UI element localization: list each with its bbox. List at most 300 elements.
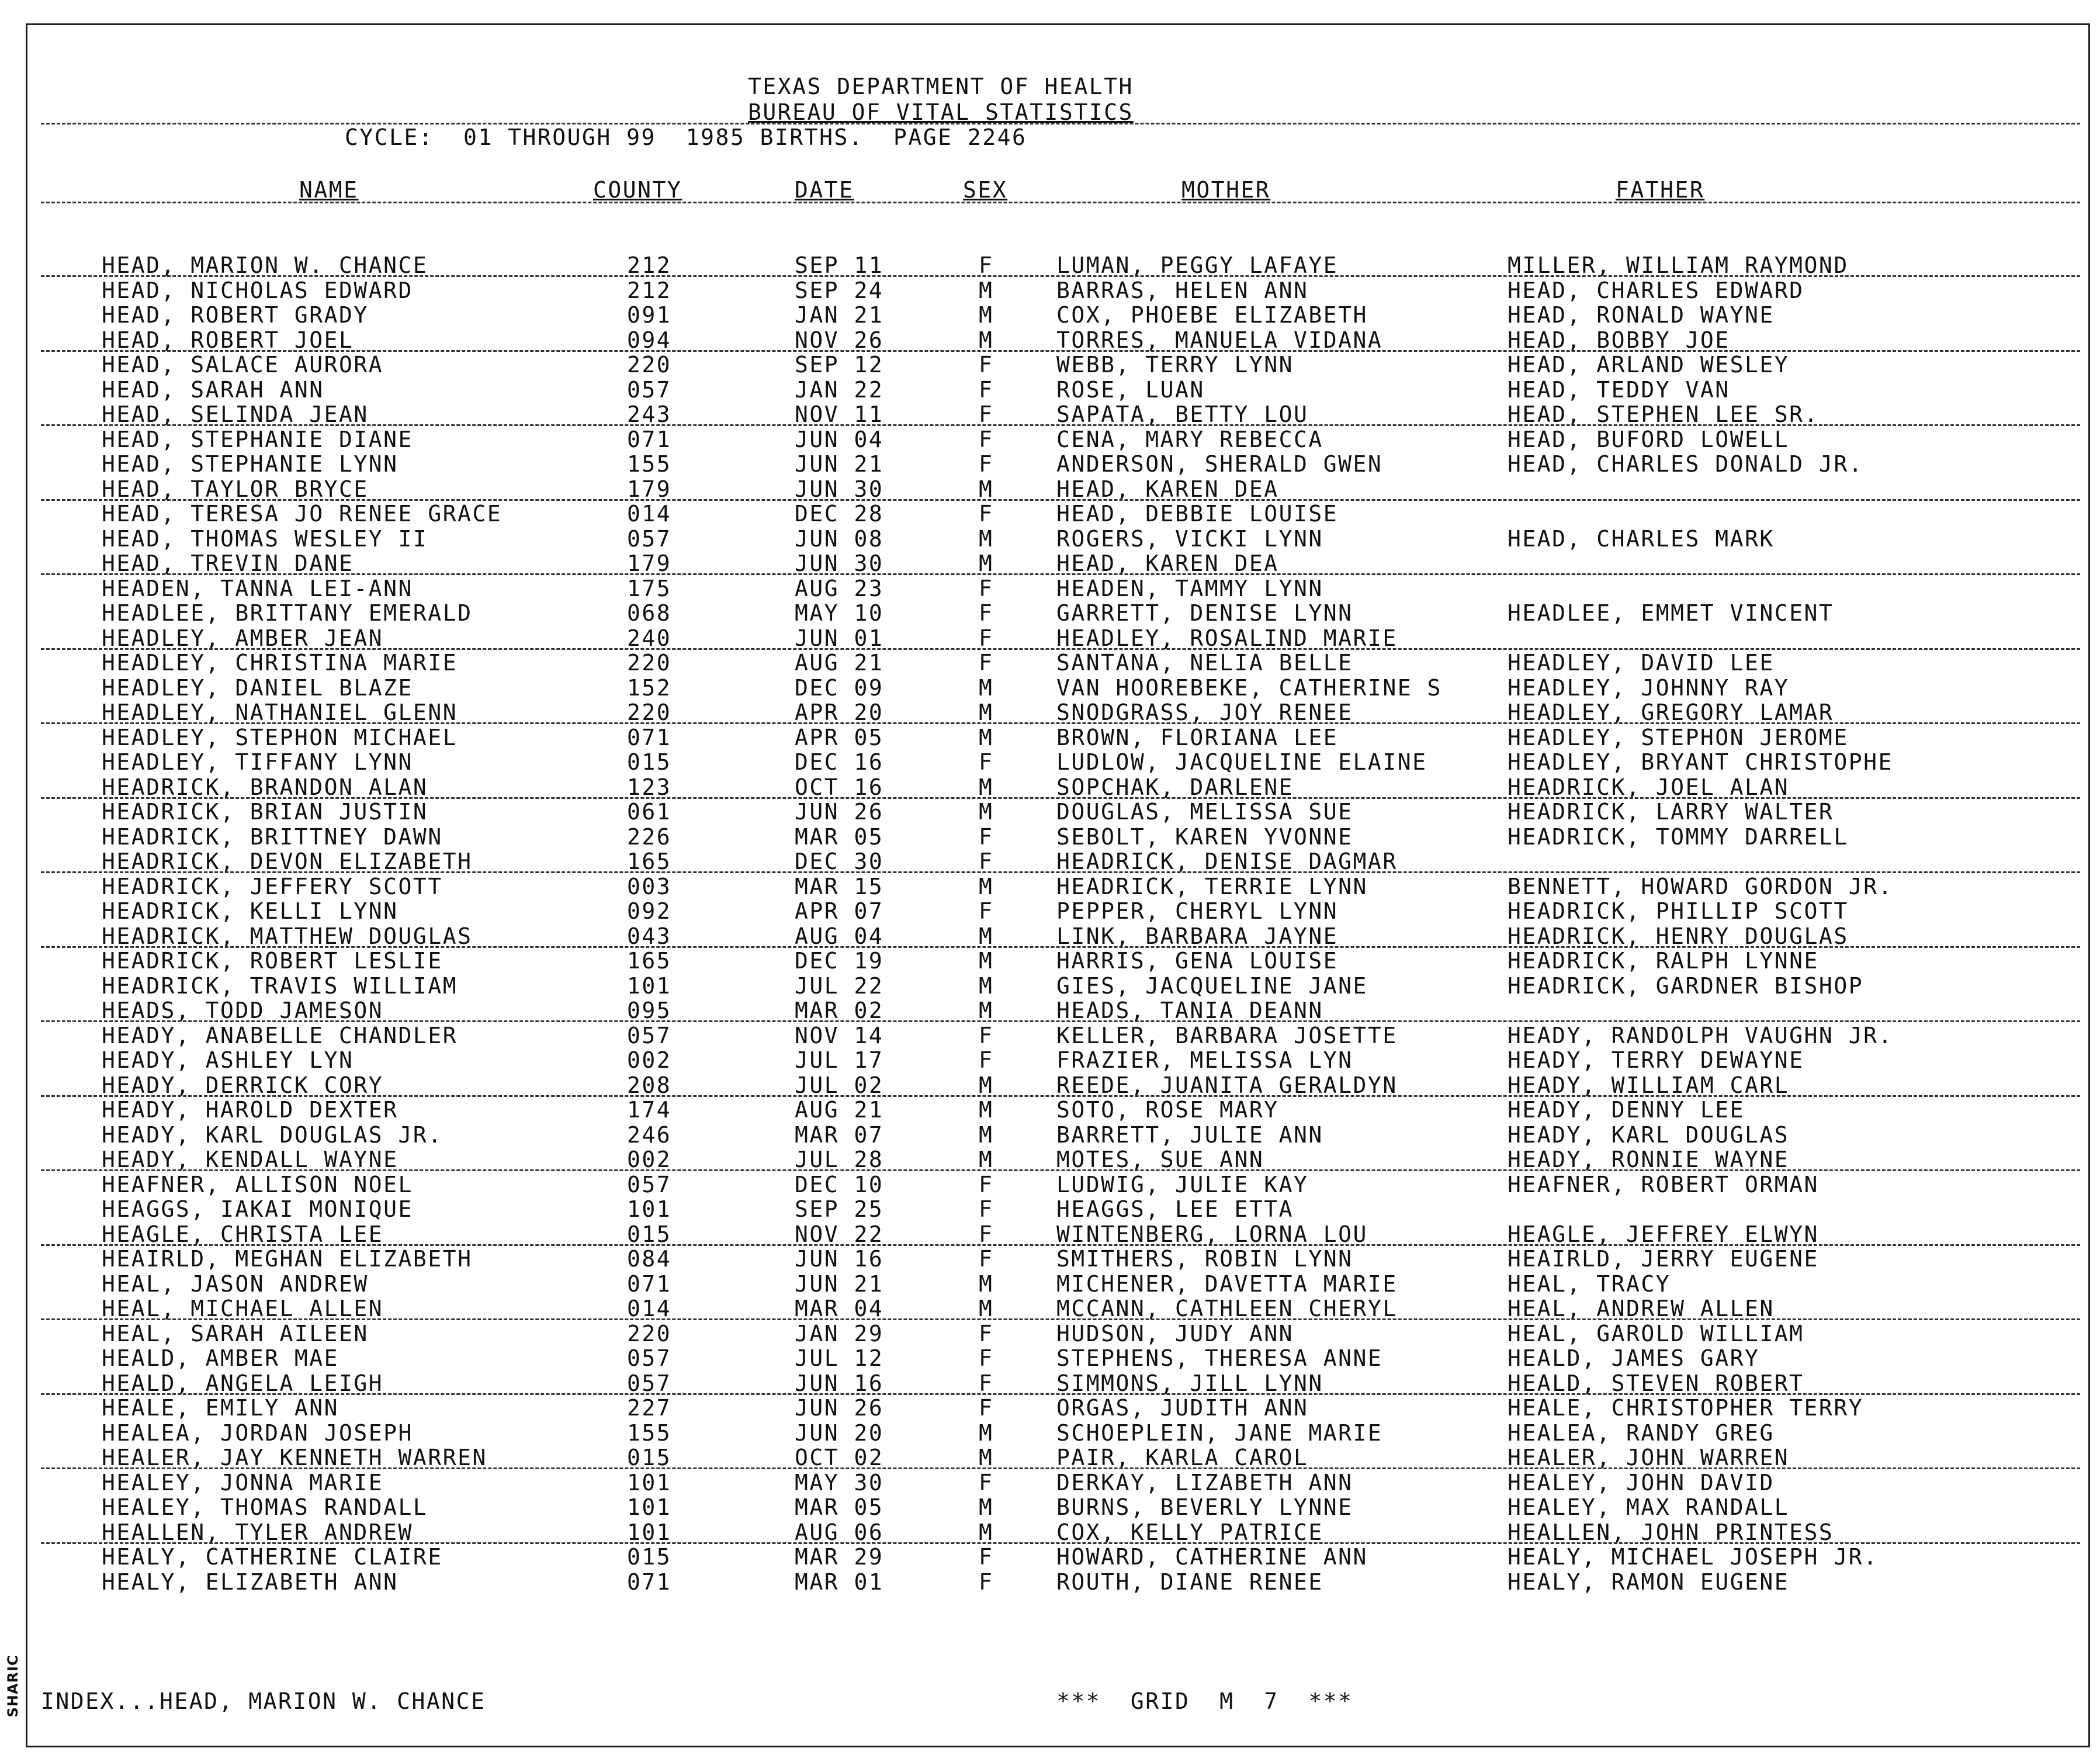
cell-sex: M (979, 302, 994, 328)
cell-sex: M (979, 774, 994, 800)
cell-name: HEALY, CATHERINE CLAIRE (102, 1544, 443, 1570)
footer-index: INDEX...HEAD, MARION W. CHANCE (41, 1688, 486, 1714)
report-title-line2: BUREAU OF VITAL STATISTICS (748, 99, 1134, 125)
table-row (0, 452, 2100, 476)
cell-sex: F (979, 575, 994, 601)
cell-father: HEADRICK, GARDNER BISHOP (1508, 972, 1864, 999)
cell-date: JUL 28 (795, 1147, 884, 1172)
cell-sex: F (979, 1544, 994, 1570)
cell-name: HEALEA, JORDAN JOSEPH (102, 1420, 413, 1446)
cell-county: 208 (627, 1072, 672, 1098)
cell-sex: F (979, 650, 994, 676)
cell-date: APR 05 (795, 724, 884, 750)
cell-county: 212 (627, 252, 672, 278)
cell-county: 243 (627, 401, 672, 427)
table-row (0, 601, 2100, 625)
cell-mother: FRAZIER, MELISSA LYN (1056, 1047, 1353, 1073)
cell-county: 174 (627, 1097, 672, 1123)
table-row (0, 501, 2100, 526)
cell-sex: F (979, 1196, 994, 1222)
cell-sex: M (979, 1519, 994, 1545)
cell-mother: BROWN, FLORIANA LEE (1056, 724, 1339, 750)
cell-name: HEADRICK, BRIAN JUSTIN (102, 799, 428, 825)
table-row (0, 849, 2100, 874)
table-row (0, 974, 2100, 998)
cell-date: SEP 11 (795, 252, 884, 278)
cell-mother: SANTANA, NELIA BELLE (1056, 650, 1353, 676)
cell-father: HEADLEY, DAVID LEE (1508, 650, 1775, 676)
cell-name: HEAD, TAYLOR BRYCE (102, 476, 369, 502)
cell-mother: DERKAY, LIZABETH ANN (1056, 1469, 1353, 1496)
cell-mother: HEADS, TANIA DEANN (1056, 998, 1323, 1023)
cell-sex: M (979, 923, 994, 949)
cell-sex: M (979, 700, 994, 725)
cell-mother: ROGERS, VICKI LYNN (1056, 525, 1323, 552)
cell-sex: M (979, 1271, 994, 1297)
table-row (0, 1222, 2100, 1247)
table-row (0, 1445, 2100, 1470)
cell-date: JUL 17 (795, 1047, 884, 1073)
cell-father: HEALY, MICHAEL JOSEPH JR. (1508, 1544, 1879, 1570)
cell-father: HEALY, RAMON EUGENE (1508, 1569, 1790, 1595)
table-row (0, 1123, 2100, 1147)
cell-county: 091 (627, 302, 672, 328)
table-row (0, 1371, 2100, 1396)
cell-father: HEADLEY, BRYANT CHRISTOPHE (1508, 749, 1893, 775)
column-header-date: DATE (795, 177, 854, 203)
cell-county: 068 (627, 600, 672, 626)
cell-sex: M (979, 1494, 994, 1520)
table-row (0, 700, 2100, 725)
cell-county: 179 (627, 551, 672, 576)
cell-father: HEAL, GAROLD WILLIAM (1508, 1320, 1804, 1346)
cell-name: HEAD, TREVIN DANE (102, 551, 354, 576)
cell-mother: DOUGLAS, MELISSA SUE (1056, 799, 1353, 825)
cell-sex: F (979, 401, 994, 427)
table-row (0, 825, 2100, 849)
cell-father: HEADY, RONNIE WAYNE (1508, 1147, 1790, 1172)
table-row (0, 874, 2100, 899)
side-label-text: SHARIC (5, 1654, 21, 1718)
row-group-divider (41, 722, 2080, 724)
cell-sex: F (979, 252, 994, 278)
cell-county: 071 (627, 1569, 672, 1595)
cell-county: 220 (627, 1320, 672, 1346)
cell-mother: COX, PHOEBE ELIZABETH (1056, 302, 1368, 328)
table-row (0, 1545, 2100, 1569)
cell-father: HEAIRLD, JERRY EUGENE (1508, 1246, 1819, 1272)
cell-father: HEADRICK, PHILLIP SCOTT (1508, 898, 1849, 924)
table-row (0, 998, 2100, 1023)
cell-county: 101 (627, 972, 672, 999)
cell-date: MAR 07 (795, 1121, 884, 1148)
cell-sex: F (979, 501, 994, 527)
row-group-divider (41, 424, 2080, 426)
cell-sex: F (979, 1022, 994, 1048)
cell-date: SEP 12 (795, 352, 884, 378)
cell-date: JUN 30 (795, 476, 884, 502)
cell-mother: MICHENER, DAVETTA MARIE (1056, 1271, 1398, 1297)
cell-county: 123 (627, 774, 672, 800)
cell-mother: GIES, JACQUELINE JANE (1056, 972, 1368, 999)
cell-sex: F (979, 1320, 994, 1346)
cell-sex: M (979, 1121, 994, 1148)
cell-date: AUG 04 (795, 923, 884, 949)
table-row (0, 924, 2100, 949)
cell-mother: HEADRICK, TERRIE LYNN (1056, 873, 1368, 899)
cell-sex: F (979, 1047, 994, 1073)
cell-mother: BURNS, BEVERLY LYNNE (1056, 1494, 1353, 1520)
table-row (0, 1421, 2100, 1445)
footer-grid: *** GRID M 7 *** (1056, 1688, 1353, 1714)
cell-sex: M (979, 972, 994, 999)
cell-name: HEAD, ROBERT JOEL (102, 327, 354, 353)
cell-name: HEAD, NICHOLAS EDWARD (102, 277, 413, 303)
cell-mother: HUDSON, JUDY ANN (1056, 1320, 1294, 1346)
cell-father: HEALER, JOHN WARREN (1508, 1445, 1790, 1470)
cell-date: JUL 02 (795, 1072, 884, 1098)
cell-father: HEADY, KARL DOUGLAS (1508, 1121, 1790, 1148)
cell-father: HEAD, CHARLES EDWARD (1508, 277, 1804, 303)
cell-mother: GARRETT, DENISE LYNN (1056, 600, 1353, 626)
cell-date: NOV 26 (795, 327, 884, 353)
cell-county: 212 (627, 277, 672, 303)
cell-father: HEADLEE, EMMET VINCENT (1508, 600, 1834, 626)
cell-mother: HEAD, DEBBIE LOUISE (1056, 501, 1339, 527)
cell-father: HEADRICK, JOEL ALAN (1508, 774, 1790, 800)
cell-mother: SOPCHAK, DARLENE (1056, 774, 1294, 800)
cell-county: 071 (627, 426, 672, 452)
table-row (0, 352, 2100, 377)
cell-county: 057 (627, 1370, 672, 1396)
cell-county: 155 (627, 1420, 672, 1446)
table-row (0, 551, 2100, 576)
cell-county: 240 (627, 625, 672, 651)
cell-father: HEAD, STEPHEN LEE SR. (1508, 401, 1819, 427)
cell-name: HEADRICK, MATTHEW DOUGLAS (102, 923, 473, 949)
cell-name: HEADY, HAROLD DEXTER (102, 1097, 398, 1123)
cell-name: HEAL, JASON ANDREW (102, 1271, 369, 1297)
cell-date: JAN 21 (795, 302, 884, 328)
cell-name: HEAD, STEPHANIE DIANE (102, 426, 413, 452)
cell-date: DEC 30 (795, 849, 884, 874)
cell-date: NOV 11 (795, 401, 884, 427)
cell-mother: HARRIS, GENA LOUISE (1056, 948, 1339, 974)
cell-father: MILLER, WILLIAM RAYMOND (1508, 252, 1849, 278)
cell-date: AUG 23 (795, 575, 884, 601)
cell-name: HEADY, KARL DOUGLAS JR. (102, 1121, 443, 1148)
cell-mother: KELLER, BARBARA JOSETTE (1056, 1022, 1398, 1048)
cell-county: 057 (627, 1022, 672, 1048)
table-row (0, 328, 2100, 352)
cell-sex: M (979, 1072, 994, 1098)
cell-name: HEAD, ROBERT GRADY (102, 302, 369, 328)
cell-name: HEAGLE, CHRISTA LEE (102, 1221, 384, 1247)
cell-mother: SEBOLT, KAREN YVONNE (1056, 823, 1353, 850)
table-row (0, 1247, 2100, 1271)
cell-name: HEADRICK, KELLI LYNN (102, 898, 398, 924)
cell-father: HEAL, TRACY (1508, 1271, 1671, 1297)
cell-date: SEP 25 (795, 1196, 884, 1222)
cell-sex: M (979, 525, 994, 552)
cell-date: JUN 01 (795, 625, 884, 651)
table-row (0, 253, 2100, 278)
cell-mother: HEAD, KAREN DEA (1056, 476, 1279, 502)
cell-county: 101 (627, 1196, 672, 1222)
cell-sex: F (979, 352, 994, 378)
cell-county: 094 (627, 327, 672, 353)
cell-county: 002 (627, 1047, 672, 1073)
cell-county: 155 (627, 451, 672, 477)
cell-name: HEADLEY, NATHANIEL GLENN (102, 700, 458, 725)
cell-date: MAR 29 (795, 1544, 884, 1570)
cell-mother: ORGAS, JUDITH ANN (1056, 1395, 1309, 1421)
cell-father: HEAL, ANDREW ALLEN (1508, 1296, 1775, 1321)
cell-sex: F (979, 749, 994, 775)
cell-name: HEADLEY, STEPHON MICHAEL (102, 724, 458, 750)
cell-name: HEALE, EMILY ANN (102, 1395, 339, 1421)
cell-date: JUN 16 (795, 1370, 884, 1396)
report-title-line1: TEXAS DEPARTMENT OF HEALTH (748, 74, 1134, 99)
cell-county: 057 (627, 1345, 672, 1371)
cell-name: HEADRICK, DEVON ELIZABETH (102, 849, 473, 874)
cell-date: MAR 02 (795, 998, 884, 1023)
cell-name: HEALD, AMBER MAE (102, 1345, 339, 1371)
cell-sex: M (979, 1296, 994, 1321)
cell-sex: F (979, 1221, 994, 1247)
cell-county: 227 (627, 1395, 672, 1421)
table-row (0, 750, 2100, 774)
cell-date: NOV 22 (795, 1221, 884, 1247)
cell-father: HEALEY, MAX RANDALL (1508, 1494, 1790, 1520)
cell-county: 015 (627, 1445, 672, 1470)
cell-name: HEAIRLD, MEGHAN ELIZABETH (102, 1246, 473, 1272)
cell-date: DEC 10 (795, 1171, 884, 1197)
cell-county: 014 (627, 501, 672, 527)
cell-mother: SCHOEPLEIN, JANE MARIE (1056, 1420, 1383, 1446)
cell-mother: SNODGRASS, JOY RENEE (1056, 700, 1353, 725)
cell-father: HEALD, JAMES GARY (1508, 1345, 1760, 1371)
cell-father: HEALEY, JOHN DAVID (1508, 1469, 1775, 1496)
cell-date: JUN 20 (795, 1420, 884, 1446)
table-row (0, 1272, 2100, 1296)
cell-father: HEAGLE, JEFFREY ELWYN (1508, 1221, 1819, 1247)
cell-sex: M (979, 277, 994, 303)
cell-name: HEAD, THOMAS WESLEY II (102, 525, 428, 552)
cell-county: 003 (627, 873, 672, 899)
table-row (0, 402, 2100, 427)
cell-date: JUN 26 (795, 799, 884, 825)
table-row (0, 1073, 2100, 1098)
column-header-father: FATHER (1616, 177, 1705, 203)
cell-mother: TORRES, MANUELA VIDANA (1056, 327, 1383, 353)
cell-county: 220 (627, 650, 672, 676)
cell-father: HEAFNER, ROBERT ORMAN (1508, 1171, 1819, 1197)
cell-sex: F (979, 1345, 994, 1371)
cell-father: HEADLEY, STEPHON JEROME (1508, 724, 1849, 750)
cell-name: HEALD, ANGELA LEIGH (102, 1370, 384, 1396)
cell-date: MAR 04 (795, 1296, 884, 1321)
cell-father: HEADRICK, LARRY WALTER (1508, 799, 1834, 825)
cell-mother: HOWARD, CATHERINE ANN (1056, 1544, 1368, 1570)
cell-name: HEADRICK, BRITTNEY DAWN (102, 823, 443, 850)
cell-date: DEC 28 (795, 501, 884, 527)
cell-county: 220 (627, 700, 672, 725)
cell-sex: F (979, 600, 994, 626)
cell-mother: PAIR, KARLA CAROL (1056, 1445, 1309, 1470)
table-row (0, 278, 2100, 303)
cell-sex: F (979, 1171, 994, 1197)
row-group-divider (41, 1467, 2080, 1469)
table-row (0, 378, 2100, 402)
cell-date: JUN 04 (795, 426, 884, 452)
table-row (0, 427, 2100, 452)
side-label (1, 1654, 25, 1718)
cell-date: AUG 21 (795, 1097, 884, 1123)
table-row (0, 949, 2100, 973)
cell-date: JAN 29 (795, 1320, 884, 1346)
cell-mother: ROUTH, DIANE RENEE (1056, 1569, 1323, 1595)
cell-mother: HEADEN, TAMMY LYNN (1056, 575, 1323, 601)
cell-father: HEALE, CHRISTOPHER TERRY (1508, 1395, 1864, 1421)
table-row (0, 676, 2100, 700)
cell-county: 092 (627, 898, 672, 924)
table-row (0, 1321, 2100, 1346)
cell-sex: F (979, 1569, 994, 1595)
table-row (0, 1048, 2100, 1072)
cell-father: HEAD, TEDDY VAN (1508, 376, 1730, 403)
cell-name: HEADS, TODD JAMESON (102, 998, 384, 1023)
cell-mother: ANDERSON, SHERALD GWEN (1056, 451, 1383, 477)
cell-name: HEADRICK, JEFFERY SCOTT (102, 873, 443, 899)
cell-county: 246 (627, 1121, 672, 1148)
cell-sex: M (979, 476, 994, 502)
table-row (0, 1470, 2100, 1495)
cell-name: HEADLEE, BRITTANY EMERALD (102, 600, 473, 626)
cell-mother: STEPHENS, THERESA ANNE (1056, 1345, 1383, 1371)
cell-date: MAR 15 (795, 873, 884, 899)
cell-county: 071 (627, 724, 672, 750)
cell-mother: HEAD, KAREN DEA (1056, 551, 1279, 576)
cell-mother: COX, KELLY PATRICE (1056, 1519, 1323, 1545)
cell-father: HEADLEY, JOHNNY RAY (1508, 674, 1790, 701)
cell-sex: F (979, 823, 994, 850)
cell-sex: M (979, 1147, 994, 1172)
cell-father: HEADY, WILLIAM CARL (1508, 1072, 1790, 1098)
cell-sex: F (979, 1469, 994, 1496)
cell-sex: M (979, 998, 994, 1023)
cell-father: HEAD, BOBBY JOE (1508, 327, 1730, 353)
cell-name: HEADLEY, TIFFANY LYNN (102, 749, 413, 775)
cell-father: HEADRICK, TOMMY DARRELL (1508, 823, 1849, 850)
cell-name: HEAGGS, IAKAI MONIQUE (102, 1196, 413, 1222)
cell-mother: HEAGGS, LEE ETTA (1056, 1196, 1294, 1222)
cell-county: 165 (627, 948, 672, 974)
cell-name: HEAL, SARAH AILEEN (102, 1320, 369, 1346)
cell-sex: M (979, 873, 994, 899)
cell-name: HEADLEY, AMBER JEAN (102, 625, 384, 651)
cell-name: HEAD, STEPHANIE LYNN (102, 451, 398, 477)
cell-county: 057 (627, 1171, 672, 1197)
cell-sex: F (979, 625, 994, 651)
cell-date: NOV 14 (795, 1022, 884, 1048)
cell-mother: PEPPER, CHERYL LYNN (1056, 898, 1339, 924)
cell-date: MAY 10 (795, 600, 884, 626)
cell-name: HEADRICK, TRAVIS WILLIAM (102, 972, 458, 999)
cell-mother: LUDLOW, JACQUELINE ELAINE (1056, 749, 1427, 775)
cell-county: 014 (627, 1296, 672, 1321)
cell-county: 095 (627, 998, 672, 1023)
cell-mother: CENA, MARY REBECCA (1056, 426, 1323, 452)
cell-father: HEAD, CHARLES MARK (1508, 525, 1775, 552)
cell-date: MAY 30 (795, 1469, 884, 1496)
cell-sex: M (979, 1445, 994, 1470)
cell-sex: F (979, 426, 994, 452)
column-header-county: COUNTY (593, 177, 682, 203)
table-row (0, 576, 2100, 601)
cell-father: HEADLEY, GREGORY LAMAR (1508, 700, 1834, 725)
row-group-divider (41, 871, 2080, 873)
table-row (0, 775, 2100, 799)
cell-name: HEALY, ELIZABETH ANN (102, 1569, 398, 1595)
cell-name: HEALEY, JONNA MARIE (102, 1469, 384, 1496)
cell-sex: F (979, 451, 994, 477)
column-header-mother: MOTHER (1181, 177, 1271, 203)
table-row (0, 799, 2100, 824)
cell-father: BENNETT, HOWARD GORDON JR. (1508, 873, 1893, 899)
cell-date: JUL 22 (795, 972, 884, 999)
cell-mother: BARRAS, HELEN ANN (1056, 277, 1309, 303)
cell-sex: F (979, 376, 994, 403)
cell-date: APR 20 (795, 700, 884, 725)
cell-name: HEADY, KENDALL WAYNE (102, 1147, 398, 1172)
table-row (0, 1346, 2100, 1370)
cell-father: HEADY, TERRY DEWAYNE (1508, 1047, 1804, 1073)
cell-date: JUN 08 (795, 525, 884, 552)
cell-mother: SOTO, ROSE MARY (1056, 1097, 1279, 1123)
cell-date: JUN 30 (795, 551, 884, 576)
cell-father: HEADRICK, HENRY DOUGLAS (1508, 923, 1849, 949)
table-row (0, 1570, 2100, 1594)
cell-date: APR 07 (795, 898, 884, 924)
cell-county: 084 (627, 1246, 672, 1272)
cell-name: HEADY, ASHLEY LYN (102, 1047, 354, 1073)
table-row (0, 1197, 2100, 1221)
cell-sex: F (979, 1370, 994, 1396)
table-row (0, 1098, 2100, 1122)
cell-date: AUG 21 (795, 650, 884, 676)
cell-father: HEADRICK, RALPH LYNNE (1508, 948, 1819, 974)
cell-date: JUN 21 (795, 1271, 884, 1297)
row-group-divider (41, 1318, 2080, 1320)
cell-county: 002 (627, 1147, 672, 1172)
table-row (0, 650, 2100, 675)
cell-mother: HEADLEY, ROSALIND MARIE (1056, 625, 1398, 651)
row-group-divider (41, 573, 2080, 575)
cell-name: HEADLEY, CHRISTINA MARIE (102, 650, 458, 676)
cell-name: HEAFNER, ALLISON NOEL (102, 1171, 413, 1197)
cell-county: 179 (627, 476, 672, 502)
table-row (0, 1147, 2100, 1172)
cell-county: 015 (627, 1544, 672, 1570)
cell-mother: LUMAN, PEGGY LAFAYE (1056, 252, 1339, 278)
cell-father: HEAD, BUFORD LOWELL (1508, 426, 1790, 452)
cell-father: HEALD, STEVEN ROBERT (1508, 1370, 1804, 1396)
cell-name: HEAD, TERESA JO RENEE GRACE (102, 501, 503, 527)
cell-name: HEADRICK, BRANDON ALAN (102, 774, 428, 800)
cell-mother: LINK, BARBARA JAYNE (1056, 923, 1339, 949)
table-row (0, 1520, 2100, 1545)
